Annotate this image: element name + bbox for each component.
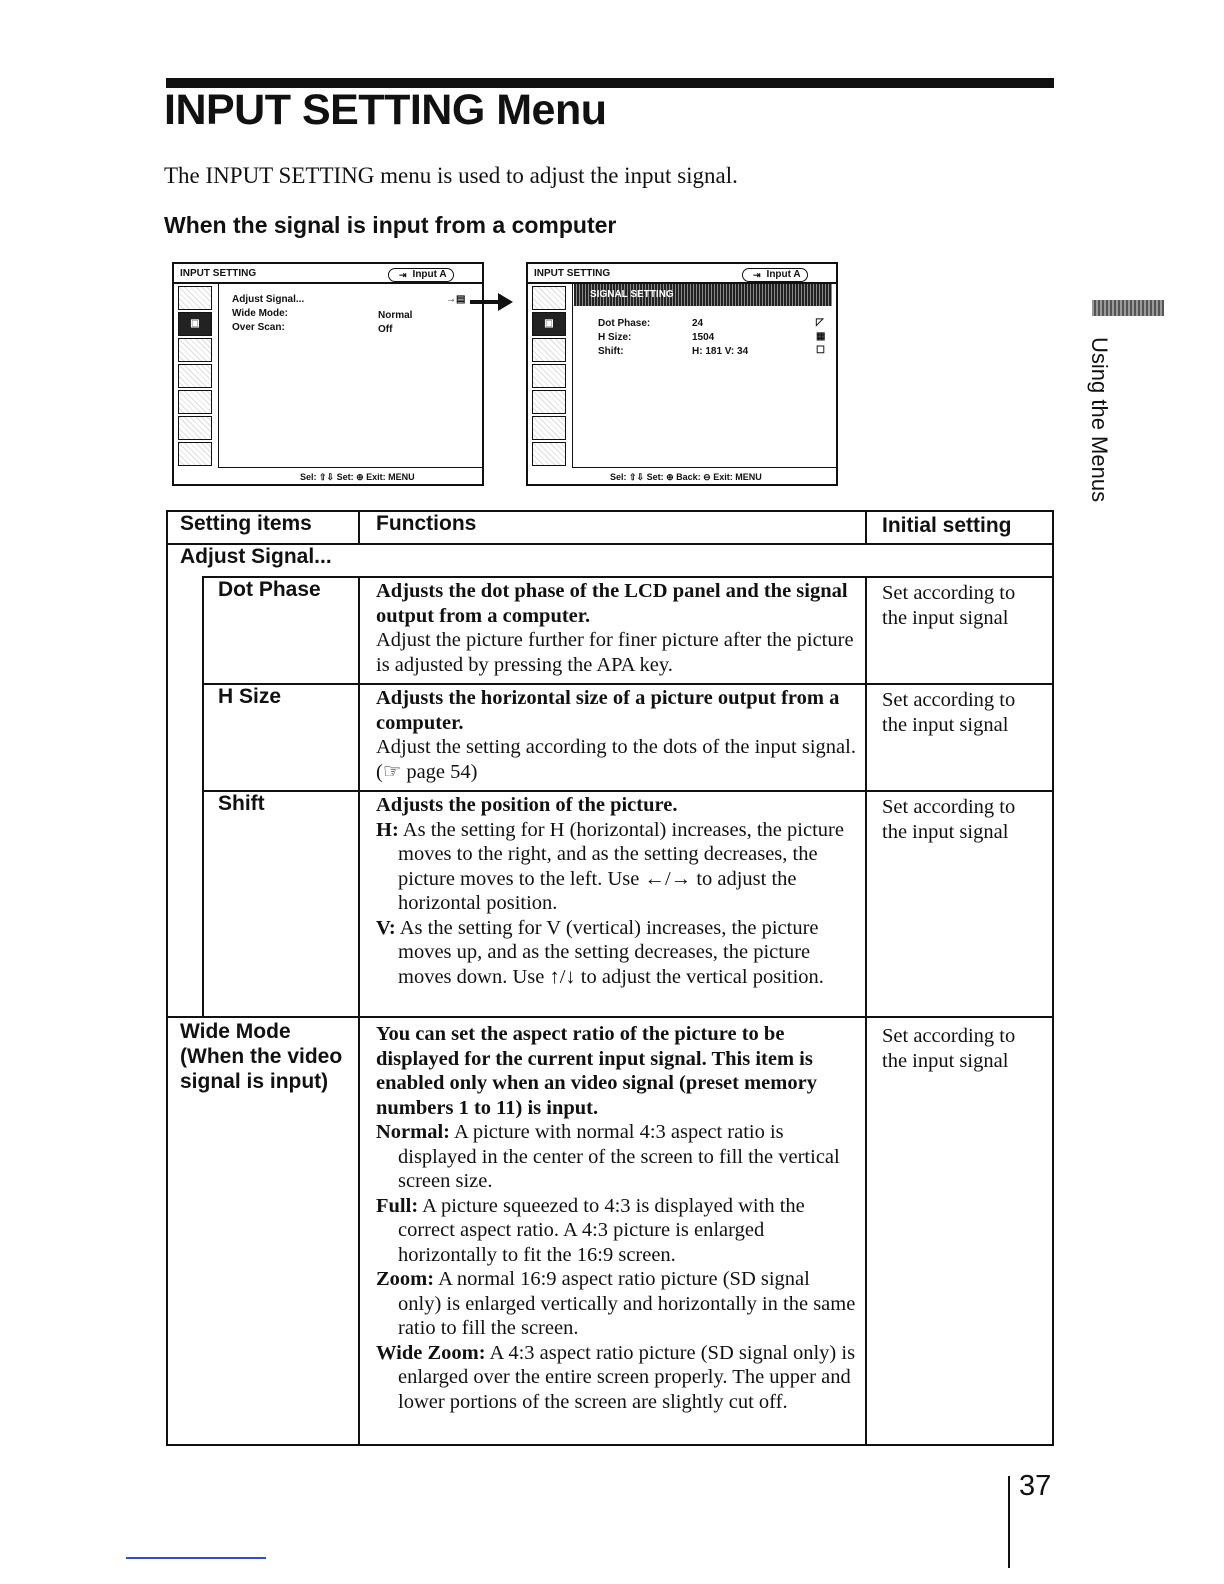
footer-line <box>126 1557 266 1559</box>
wide-mode-function <box>376 1022 858 1414</box>
shift-v-key: V: <box>376 916 396 939</box>
table-border <box>202 683 1054 685</box>
shift-h-entry <box>376 818 858 916</box>
installation-menu-icon[interactable] <box>532 390 566 414</box>
dot-phase-function <box>376 579 858 677</box>
wide-full-text: A picture squeezed to 4:3 is displayed with the correct aspect ratio. A 4:3 picture is enlarged horizontally to fit the 16:9 screen. <box>398 1194 805 1266</box>
wide-zoom-text: A normal 16:9 aspect ratio picture (SD signal only) is enlarged vertically and horizontally in the same ratio to fill the screen. <box>398 1268 856 1339</box>
wide-widezoom-text: A 4:3 aspect ratio picture (SD signal only) is enlarged over the entire screen properly. The upper and lower portions of the screen are slightly cut off. <box>398 1341 856 1413</box>
h-size-lead: Adjusts the horizontal size of a picture output from a computer. <box>376 687 840 734</box>
section-tab-marker <box>1092 300 1164 316</box>
osd-title: INPUT SETTING <box>534 268 611 279</box>
wide-mode-name: Wide Mode <box>180 1020 291 1043</box>
osd-row-wide-mode[interactable]: Wide Mode: <box>232 308 289 319</box>
osd-status-icons: ◸ ▦ ☐ <box>816 317 826 356</box>
item-dot-phase: Dot Phase <box>218 578 321 601</box>
shift-h-text: As the setting for H (horizontal) increases, the picture moves to the right, and as the setting decreases, the picture moves to the left. Use ←/→ to adjust the horizontal position. <box>398 818 844 914</box>
table-border <box>202 576 1054 578</box>
osd-input-label: Input A <box>412 269 447 280</box>
osd-row-over-scan[interactable]: Over Scan: <box>232 322 285 333</box>
picture-menu-icon[interactable] <box>178 286 212 310</box>
h-size-function <box>376 686 858 784</box>
osd-input-setting-screen <box>172 262 484 486</box>
arrow-icon <box>468 290 514 314</box>
osd-value-over-scan: Off <box>378 324 393 335</box>
osd-input-indicator <box>388 268 454 282</box>
intro-text: The INPUT SETTING menu is used to adjust the input signal. <box>164 163 738 188</box>
osd-signal-setting-screen <box>526 262 838 486</box>
table-border <box>166 510 168 1446</box>
dot-phase-lead: Adjusts the dot phase of the LCD panel and the signal output from a computer. <box>376 580 848 627</box>
table-border <box>166 1016 1054 1018</box>
osd-title: INPUT SETTING <box>180 268 257 279</box>
osd-value-h-size: 1504 <box>692 332 715 343</box>
shift-initial: Set according to the input signal <box>882 796 1016 843</box>
lens-menu-icon[interactable] <box>532 442 566 466</box>
section-heading: When the signal is input from a computer <box>164 212 617 238</box>
shift-v-entry <box>376 916 858 990</box>
osd-submenu-banner: SIGNAL SETTING <box>574 284 832 306</box>
osd-value-shift: H: 181 V: 34 <box>692 346 749 357</box>
osd-row-dot-phase[interactable]: Dot Phase: <box>598 318 651 329</box>
wide-normal-text: A picture with normal 4:3 aspect ratio is displayed in the center of the screen to fill the vertical screen size. <box>398 1121 840 1192</box>
input-setting-menu-icon[interactable]: ▣ <box>178 312 212 336</box>
wide-mode-condition: (When the video signal is input) <box>180 1045 343 1093</box>
table-border <box>166 1444 1054 1446</box>
wide-full-key: Full: <box>376 1194 419 1217</box>
osd-row-enter-icon: →▤ <box>446 294 466 305</box>
osd-input-label: Input A <box>766 269 801 280</box>
table-border <box>202 790 1054 792</box>
dot-phase-body: Adjust the picture further for finer picture after the picture is adjusted by pressing the APA key. <box>376 629 854 676</box>
table-border <box>865 576 867 1446</box>
header-setting-items: Setting items <box>180 512 312 535</box>
shift-v-text: As the setting for V (vertical) increases, the picture moves up, and as the setting decreases, the picture moves down. Use ↑/↓ to adjust the vertical position. <box>398 916 824 988</box>
wide-normal-key: Normal: <box>376 1121 451 1143</box>
osd-menu-icons <box>532 286 568 468</box>
info-menu-icon[interactable] <box>178 416 212 440</box>
menu-setting-icon[interactable] <box>178 364 212 388</box>
wide-mode-lead: You can set the aspect ratio of the picture to be displayed for the current input signal. This item is enabled only when an video signal (preset memory numbers 1 to 11) is input. <box>376 1023 817 1119</box>
osd-footer-hints: Sel: ⇧⇩ Set: ⊕ Back: ⊖ Exit: MENU <box>610 472 762 482</box>
h-size-body: Adjust the setting according to the dots of the input signal. (☞ page 54) <box>376 736 856 783</box>
osd-row-adjust-signal[interactable]: Adjust Signal... <box>232 294 305 305</box>
settings-table <box>166 510 1054 1446</box>
wide-zoom-entry <box>376 1267 858 1341</box>
item-h-size: H Size <box>218 685 282 708</box>
osd-body <box>572 284 836 468</box>
osd-row-shift[interactable]: Shift: <box>598 346 624 357</box>
header-functions: Functions <box>376 512 477 535</box>
input-setting-menu-icon[interactable]: ▣ <box>532 312 566 336</box>
osd-row-h-size[interactable]: H Size: <box>598 332 632 343</box>
menu-setting-icon[interactable] <box>532 364 566 388</box>
wide-zoom-key: Zoom: <box>376 1268 435 1290</box>
osd-value-dot-phase: 24 <box>692 318 704 329</box>
input-icon: ⇥ <box>399 270 407 280</box>
page-title: INPUT SETTING Menu <box>164 86 607 134</box>
info-menu-icon[interactable] <box>532 416 566 440</box>
wide-full-entry <box>376 1194 858 1268</box>
shift-function <box>376 793 858 989</box>
dot-phase-initial: Set according to the input signal <box>882 582 1016 629</box>
wide-widezoom-key: Wide Zoom: <box>376 1341 486 1364</box>
setup-menu-icon[interactable] <box>178 338 212 362</box>
header-initial-setting: Initial setting <box>882 514 1012 537</box>
picture-menu-icon[interactable] <box>532 286 566 310</box>
lens-menu-icon[interactable] <box>178 442 212 466</box>
table-border <box>202 576 204 1018</box>
table-border <box>865 510 867 545</box>
wide-normal-entry <box>376 1120 858 1194</box>
input-icon: ⇥ <box>753 270 761 280</box>
item-wide-mode <box>180 1019 356 1094</box>
item-shift: Shift <box>218 792 265 815</box>
installation-menu-icon[interactable] <box>178 390 212 414</box>
h-size-initial: Set according to the input signal <box>882 689 1016 736</box>
osd-menu-icons <box>178 286 214 468</box>
group-adjust-signal: Adjust Signal... <box>180 545 332 568</box>
page-number-rule <box>1008 1476 1010 1568</box>
osd-value-wide-mode: Normal <box>378 310 413 321</box>
table-border <box>1052 510 1054 1446</box>
table-border <box>358 576 360 1446</box>
wide-mode-initial: Set according to the input signal <box>882 1025 1016 1072</box>
shift-h-key: H: <box>376 818 399 841</box>
shift-lead: Adjusts the position of the picture. <box>376 794 678 816</box>
table-border <box>358 510 360 545</box>
wide-widezoom-entry <box>376 1341 858 1415</box>
side-section-label: Using the Menus <box>1087 337 1112 503</box>
setup-menu-icon[interactable] <box>532 338 566 362</box>
osd-input-indicator <box>742 268 808 282</box>
osd-footer-hints: Sel: ⇧⇩ Set: ⊕ Exit: MENU <box>300 472 415 482</box>
page-number: 37 <box>1019 1470 1052 1502</box>
